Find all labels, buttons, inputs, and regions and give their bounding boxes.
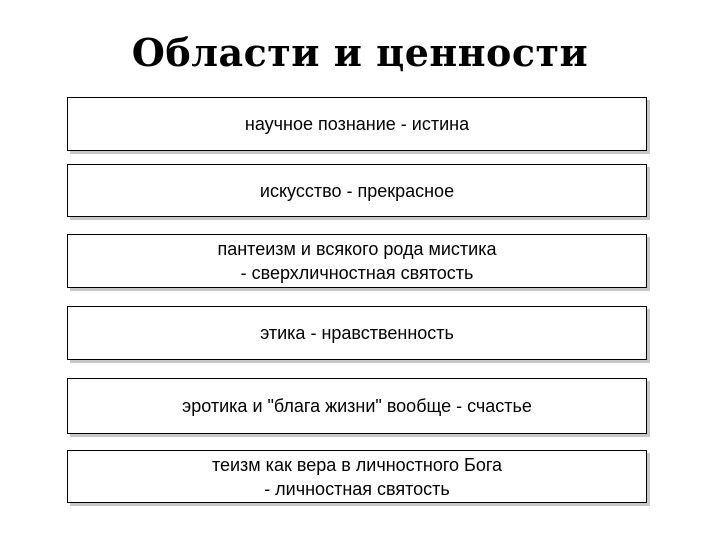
box-text: научное познание - истина <box>244 114 470 134</box>
box-text-line-1: пантеизм и всякого рода мистика <box>217 239 497 259</box>
box-text: искусство - прекрасное <box>259 180 455 201</box>
box-text: эротика и "блага жизни" вообще - счастье <box>182 396 532 416</box>
domain-value-box-3 <box>67 234 647 288</box>
box-text-line-1: теизм как вера в личностного Бога <box>211 454 503 475</box>
box-text: этика - нравственность <box>260 323 454 343</box>
domain-value-box-1 <box>67 97 647 151</box>
domain-value-box-4 <box>67 306 647 360</box>
box-text-line-2: - сверхличностная святость <box>240 263 474 283</box>
domain-value-box-6 <box>67 450 647 503</box>
slide-title: Области и ценности <box>131 30 589 75</box>
domain-value-box-2 <box>67 164 647 217</box>
domain-value-box-5 <box>67 378 647 434</box>
box-text-line-2: - личностная святость <box>264 478 450 499</box>
